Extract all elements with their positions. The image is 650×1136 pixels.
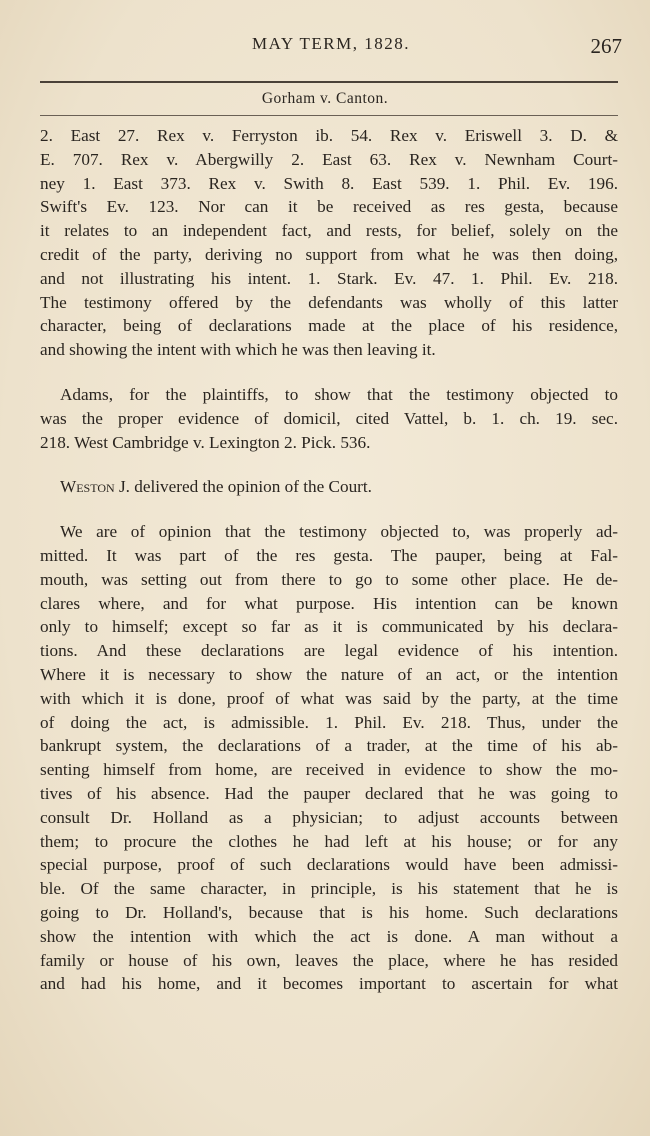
text-line: mouth, was setting out from there to go to some other place. He de-	[40, 569, 618, 589]
running-title: MAY TERM, 1828.	[252, 34, 410, 53]
text-line: them; to procure the clothes he had left at his house; or for any	[40, 831, 618, 851]
page-number: 267	[590, 34, 622, 58]
text-line: bankrupt system, the declarations of a trader, at the time of his ab-	[40, 736, 618, 756]
text-line: with which it is done, proof of what was said by the party, at the time	[40, 688, 618, 708]
paragraph-delivery	[40, 475, 618, 499]
body-text	[40, 124, 618, 996]
text-line: senting himself from home, are received in evidence to show the mo-	[40, 760, 618, 780]
text-line: clares where, and for what purpose. His intention can be known	[40, 593, 618, 613]
text-line: special purpose, proof of such declarations would have been admissi-	[40, 855, 618, 875]
text-line: 218. West Cambridge v. Lexington 2. Pick. 536.	[40, 432, 371, 452]
text-line: Where it is necessary to show the nature of an act, or the intention	[40, 664, 618, 684]
paragraph-citations	[40, 124, 618, 362]
text-line: ney 1. East 373. Rex v. Swith 8. East 539. 1. Phil. Ev. 196.	[40, 173, 618, 193]
text-line: and had his home, and it becomes important to ascertain for what	[40, 974, 618, 994]
text-line: of doing the act, is admissible. 1. Phil. Ev. 218. Thus, under the	[40, 712, 618, 732]
text-line: character, being of declarations made at the place of his residence,	[40, 316, 618, 336]
case-title-rule	[40, 115, 618, 116]
text-line: 2. East 27. Rex v. Ferryston ib. 54. Rex v. Eriswell 3. D. &	[40, 126, 618, 145]
text-line: Adams, for the plaintiffs, to show that the testimony objected to	[60, 384, 618, 404]
text-line: mitted. It was part of the res gesta. The pauper, being at Fal-	[40, 545, 618, 565]
text-line: tions. And these declarations are legal evidence of his intention.	[40, 641, 618, 661]
judge-name: Weston	[60, 477, 115, 497]
text-line: ble. Of the same character, in principle, is his statement that he is	[40, 879, 618, 899]
text-line: consult Dr. Holland as a physician; to adjust accounts between	[40, 807, 618, 827]
header-rule	[40, 81, 618, 83]
text-line: only to himself; except so far as it is communicated by his declara-	[40, 617, 618, 637]
text-line: E. 707. Rex v. Abergwilly 2. East 63. Rex v. Newnham Court-	[40, 149, 618, 169]
paragraph-opinion	[40, 520, 618, 996]
text-line: We are of opinion that the testimony objected to, was properly ad-	[60, 522, 618, 542]
paragraph-counsel	[40, 383, 618, 454]
text-line: Swift's Ev. 123. Nor can it be received as res gesta, because	[40, 197, 618, 217]
delivery-text: J. delivered the opinion of the Court.	[114, 477, 372, 497]
text-line: family or house of his own, leaves the place, where he has resided	[40, 950, 618, 970]
text-line: and showing the intent with which he was then leaving it.	[40, 340, 436, 360]
text-line	[40, 475, 618, 499]
text-line: was the proper evidence of domicil, cited Vattel, b. 1. ch. 19. sec.	[40, 408, 618, 428]
text-line: and not illustrating his intent. 1. Stark. Ev. 47. 1. Phil. Ev. 218.	[40, 268, 618, 288]
page-header	[40, 34, 622, 64]
text-line: credit of the party, deriving no support from what he was then doing,	[40, 244, 618, 264]
case-title: Gorham v. Canton.	[261, 90, 389, 107]
text-line: it relates to an independent fact, and rests, for belief, solely on the	[40, 221, 618, 241]
text-line: going to Dr. Holland's, because that is his home. Such declarations	[40, 902, 618, 922]
text-line: show the intention with which the act is done. A man without a	[40, 926, 618, 946]
text-line: tives of his absence. Had the pauper declared that he was going to	[40, 783, 618, 803]
text-line: The testimony offered by the defendants was wholly of this latter	[40, 292, 618, 312]
